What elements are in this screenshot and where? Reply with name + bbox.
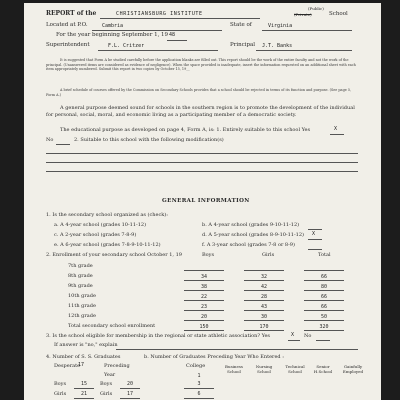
org-mark-line <box>308 229 322 230</box>
grad-row-v2: 20 <box>126 381 134 387</box>
report-page <box>24 3 381 400</box>
grad-row-label: Girls <box>54 391 67 397</box>
grade-label: 9th grade <box>68 283 93 289</box>
superintendent-line <box>98 50 218 51</box>
grade-label: 8th grade <box>68 273 93 279</box>
state-value: Virginia <box>268 23 293 29</box>
col-total: Total <box>318 252 331 258</box>
grade-label: 7th grade <box>68 263 93 269</box>
q3-explain-label: If answer is "no," explain <box>54 342 118 348</box>
located-label: Located at P.O. <box>46 22 88 28</box>
total-total-value: 320 <box>319 324 329 330</box>
q3-no-line <box>316 340 330 341</box>
year-line <box>167 40 187 41</box>
q2-label: 2. Enrollment of your secondary school October 1, 19 <box>46 252 182 258</box>
girls-value: 32 <box>260 274 268 280</box>
purpose-yes-value: X <box>334 126 338 132</box>
grad-col-business: Business School <box>225 364 243 374</box>
principal-line <box>256 50 352 51</box>
purpose-item-2: 2. Suitable to this school with the following modification(s) <box>74 137 224 143</box>
grad-col-senior: Senior H.School <box>313 364 333 374</box>
q4-label: 4. Number of S. S. Graduates <box>46 354 121 360</box>
superintendent-label: Superintendent <box>46 42 90 48</box>
purpose-paragraph: A general purpose deemed sound for schools in the southern region is to promote the development of the individual for personal, social, moral, and economic living as a participating member of a democratic society. <box>46 105 355 118</box>
total-value: 66 <box>320 274 328 280</box>
q4b-label: b. Number of Graduates Preceding Year Who Entered : <box>144 354 284 360</box>
grad-row-label: Boys <box>54 381 67 387</box>
grad-row-college: 6 <box>197 391 201 397</box>
private-label: (Private) <box>294 12 312 17</box>
q3-label: 3. Is the school eligible for membership in the regional or state athletic association? Yes <box>46 333 270 339</box>
org-mark-line <box>308 239 322 240</box>
grad-col-employed: Gainfully Employed <box>342 364 364 374</box>
total-value: 50 <box>320 314 328 320</box>
org-option-a: a. A 4-year school (grades 10-11-12) <box>54 222 147 228</box>
superintendent-value: F.L. Critzer <box>108 43 145 49</box>
grad-row-v1: 21 <box>80 391 88 397</box>
modification-line-1 <box>46 153 358 154</box>
boys-value: 23 <box>200 304 208 310</box>
org-mark-value: X <box>312 231 316 237</box>
state-line <box>262 30 352 31</box>
q4-sub-label: Desperate <box>54 363 81 369</box>
total-girls-value: 170 <box>259 324 269 330</box>
schedule-paragraph: A brief schedule of courses offered by the Commission on Secondary Schools provides that a school should be rejected in terms of its function and purpose. (See page 5, Form A.) <box>46 88 352 97</box>
grade-label: 11th grade <box>68 303 96 309</box>
org-mark-line <box>308 249 322 250</box>
total-boys-value: 150 <box>199 324 209 330</box>
grad-row-college-extra: 1 <box>197 373 201 379</box>
school-name: CHRISTIANSBURG INSTITUTE <box>116 11 203 17</box>
grad-row-label2: Girls <box>100 391 113 397</box>
instructions-paragraph: It is suggested that Form A be studied carefully before the application blanks are filled out. This report should be the work of the entire faculty and not the work of the principal. (Unanswered items are considered as evidence of negligence). When the space provided is inadequate, insert the information requested on an additional sheet with each item appropriately numbered. Submit this report in two copies by October 15, 19__ <box>46 58 356 72</box>
q3-yes-value: X <box>291 332 295 338</box>
purpose-yes-line <box>330 134 344 135</box>
total-value: 66 <box>320 304 328 310</box>
year-value: 48 <box>169 32 176 38</box>
q3-no-label: No <box>304 333 312 339</box>
grad-row-college: 3 <box>197 381 201 387</box>
general-info-heading: GENERAL INFORMATION <box>162 198 250 204</box>
org-option-c: c. A 2-year school (grades 7-8-9) <box>54 232 137 238</box>
q3-yes-line <box>288 340 300 341</box>
grad-col-nursing: Nursing School <box>255 364 273 374</box>
school-name-line <box>100 18 260 19</box>
report-of-label: REPORT of the <box>46 10 97 17</box>
col-boys: Boys <box>202 252 215 258</box>
girls-value: 42 <box>260 284 268 290</box>
boys-value: 38 <box>200 284 208 290</box>
grad-row-label2: Boys <box>100 381 113 387</box>
principal-label: Principal <box>230 42 256 48</box>
location-line <box>92 30 222 31</box>
org-option-d: d. A 5-year school (grades 8-9-10-11-12) <box>202 232 304 238</box>
girls-value: 28 <box>260 294 268 300</box>
grad-row-v1: 15 <box>80 381 88 387</box>
state-label: State of <box>230 22 252 28</box>
boys-value: 20 <box>200 314 208 320</box>
modification-line-3 <box>46 171 358 172</box>
col-girls: Girls <box>262 252 275 258</box>
school-label: School <box>329 11 348 17</box>
year-header-label: Year <box>104 372 116 378</box>
girls-value: 43 <box>260 304 268 310</box>
total-enrollment-label: Total secondary school enrollment <box>68 323 156 329</box>
grad-col-college: College <box>186 363 206 369</box>
q3-explain-line <box>116 349 358 350</box>
total-value: 66 <box>320 294 328 300</box>
total-value: 80 <box>320 284 328 290</box>
org-option-e: e. A 6-year school (grades 7-8-9-10-11-12) <box>54 242 161 248</box>
q4-sub-value: 17 <box>78 362 85 368</box>
girls-value: 30 <box>260 314 268 320</box>
boys-value: 34 <box>200 274 208 280</box>
location-value: Cambria <box>102 23 124 29</box>
org-option-b: b. A 4-year school (grades 9-10-11-12) <box>202 222 300 228</box>
purpose-no-label: No <box>46 137 54 143</box>
year-label: For the year beginning September 1, 19 <box>56 32 169 38</box>
grade-label: 12th grade <box>68 313 96 319</box>
public-label: (Public) <box>308 6 324 11</box>
boys-value: 22 <box>200 294 208 300</box>
preceding-label: Preceding <box>104 363 130 369</box>
grad-row-v2: 17 <box>126 391 134 397</box>
purpose-item-1: The educational purpose as developed on page 4, Form A, is: 1. Entirely suitable to this school Yes <box>60 127 311 133</box>
grade-label: 10th grade <box>68 293 96 299</box>
org-option-f: f. A 3-year school (grades 7-8 or 8-9) <box>202 242 295 248</box>
modification-line-2 <box>46 162 358 163</box>
q1-label: 1. Is the secondary school organized as (check): <box>46 212 168 218</box>
purpose-no-line <box>56 144 70 145</box>
grad-col-technical: Technical School <box>285 364 305 374</box>
principal-value: J.T. Banks <box>262 43 293 49</box>
